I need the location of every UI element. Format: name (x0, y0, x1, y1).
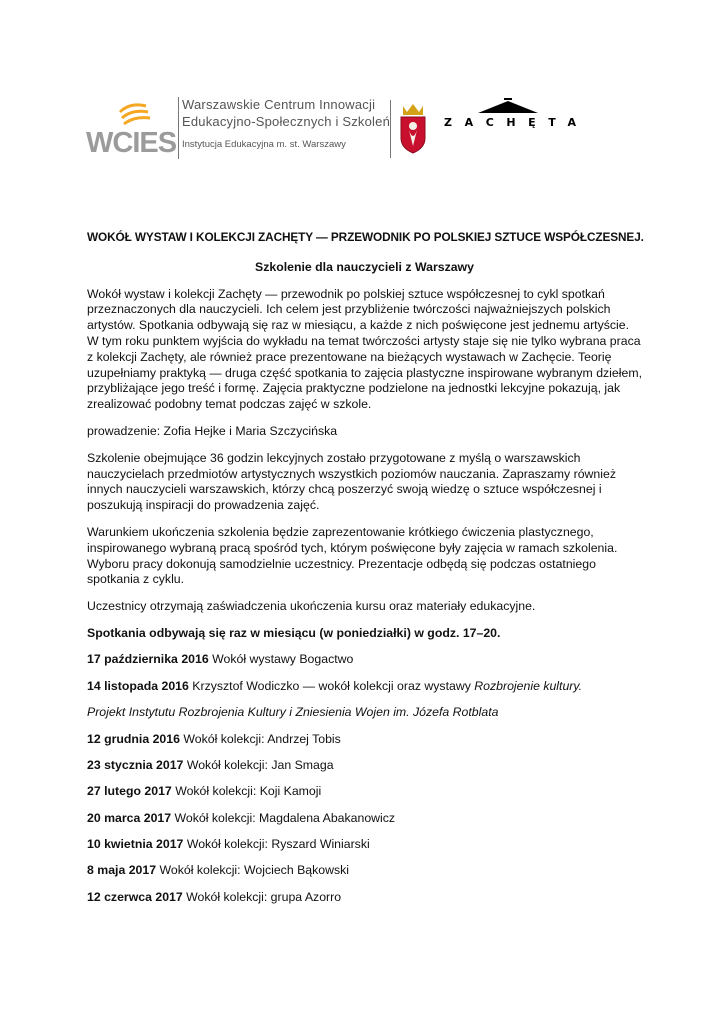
event-date: 12 grudnia 2016 (87, 731, 180, 746)
event-item (87, 863, 642, 879)
warsaw-crest-icon (397, 102, 429, 154)
divider (390, 100, 391, 158)
wcies-logo-text: WCIES (86, 127, 177, 158)
event-date: 23 stycznia 2017 (87, 757, 184, 772)
event-date: 8 maja 2017 (87, 863, 157, 878)
event-text: Wokół kolekcji: Ryszard Winiarski (186, 837, 370, 852)
intro-paragraph: Wokół wystaw i kolekcji Zachęty — przewodnik po polskiej sztuce współczesnej to cykl spotkań przeznaczonych dla nauczycieli. Ich celem jest przybliżenie twórczości najważniejszych polskich artystów. Spotkania odbywają się raz w miesiącu, a każde z nich poświęcone jest jednemu artyście. W tym roku punktem wyjścia do wykładu na temat twórczości artysty staje się nie tylko wybrana praca z kolekcji Zachęty, ale również prace prezentowane na bieżących wystawach w Zachęcie. Teorię uzupełniamy praktyką — druga część spotkania to zajęcia plastyczne inspirowane wybranym dziełem, przybliżające jego treść i formę. Zajęcia praktyczne podzielone na jednostki lekcyjne pokazują, jak zrealizować podobny temat podczas zajęć w szkole. (87, 286, 642, 412)
event-text: Wokół kolekcji: Jan Smaga (186, 757, 334, 772)
event-item (87, 679, 642, 695)
event-text: Wokół kolekcji: Koji Kamoji (175, 784, 322, 799)
zacheta-wordmark: ZACHĘTA (444, 116, 589, 129)
leaders-paragraph: prowadzenie: Zofia Hejke i Maria Szczycińska (87, 423, 338, 438)
event-item (87, 837, 642, 853)
conditions-paragraph: Warunkiem ukończenia szkolenia będzie zaprezentowanie krótkiego ćwiczenia plastycznego, inspirowanego wybraną pracą spośród tych, którym poświęcone były zajęcia w ramach szkolenia. Wyboru pracy dokonują samodzielnie uczestnicy. Prezentacje odbędą się podczas ostatniego spotkania z cyklu. (87, 524, 618, 587)
event-date: 27 lutego 2017 (87, 784, 172, 799)
wcies-name-line2: Edukacyjno-Społecznych i Szkoleń (182, 114, 391, 129)
event-text: Wokół kolekcji: Andrzej Tobis (183, 731, 341, 746)
certificates-paragraph: Uczestnicy otrzymają zaświadczenia ukończenia kursu oraz materiały edukacyjne. (87, 599, 536, 614)
event-item (87, 652, 642, 668)
event-date: 17 października 2016 (87, 652, 209, 667)
wcies-name (182, 96, 390, 150)
document-title: WOKÓŁ WYSTAW I KOLEKCJI ZACHĘTY — PRZEWODNIK PO POLSKIEJ SZTUCE WSPÓŁCZESNEJ. (87, 230, 644, 244)
wcies-name-line1: Warszawskie Centrum Innowacji (182, 97, 376, 112)
event-text: Wokół wystawy Bogactwo (212, 652, 354, 667)
meetings-note: Spotkania odbywają się raz w miesiącu (w poniedziałki) w godz. 17–20. (87, 625, 501, 640)
event-text: Wokół kolekcji: grupa Azorro (186, 889, 342, 904)
document-subtitle: Szkolenie dla nauczycieli z Warszawy (255, 259, 474, 274)
wcies-logo (86, 98, 178, 158)
wcies-subtitle: Instytucja Edukacyjna m. st. Warszawy (182, 139, 346, 150)
document-body (87, 224, 642, 906)
event-date: 12 czerwca 2017 (87, 889, 183, 904)
event-date: 20 marca 2017 (87, 810, 172, 825)
event-item (87, 811, 642, 827)
event-date: 10 kwietnia 2017 (87, 837, 184, 852)
event-item (87, 732, 642, 748)
event-date: 14 listopada 2016 (87, 678, 189, 693)
event-item (87, 890, 642, 906)
event-text: Wokół kolekcji: Wojciech Bąkowski (159, 863, 350, 878)
event-item (87, 784, 642, 800)
letterhead (0, 0, 725, 180)
hours-paragraph: Szkolenie obejmujące 36 godzin lekcyjnych zostało przygotowane z myślą o warszawskich nauczycielach przedmiotów artystycznych wszystkich poziomów nauczania. Zapraszamy również innych nauczycieli warszawskich, którzy chcą poszerzyć swoją wiedzę o sztuce współczesnej i poszukują inspiracji do prowadzenia zajęć. (87, 450, 616, 513)
event-exhibition-title: Rozbrojenie kultury. (474, 678, 583, 693)
event-item (87, 758, 642, 774)
event-text: Krzysztof Wodiczko — wokół kolekcji oraz wystawy (192, 678, 475, 693)
event-text: Wokół kolekcji: Magdalena Abakanowicz (174, 810, 396, 825)
project-note: Projekt Instytutu Rozbrojenia Kultury i Zniesienia Wojen im. Józefa Rotblata (87, 705, 499, 720)
divider (178, 97, 179, 159)
